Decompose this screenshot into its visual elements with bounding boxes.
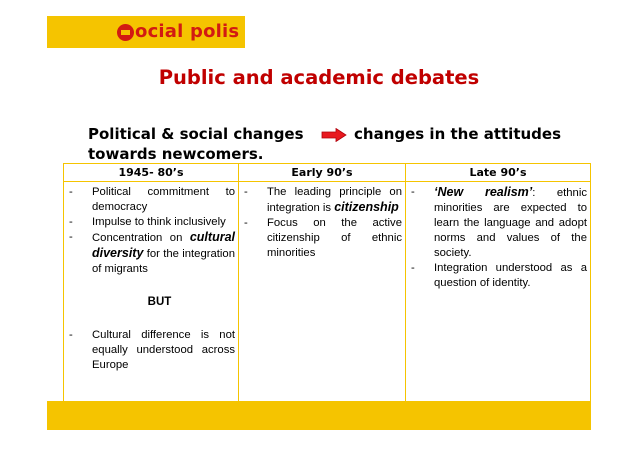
subtitle-line2: towards newcomers. (88, 145, 264, 163)
emphasis: cultural diversity (92, 230, 235, 260)
emphasis: ‘New realism’ (434, 185, 533, 199)
logo (47, 16, 245, 48)
subtitle-left: Political & social changes (88, 125, 304, 143)
subtitle-right: changes in the attitudes (354, 125, 562, 143)
list-item: - The leading principle on integration is citizenship (244, 186, 402, 214)
footer-bar (47, 401, 591, 430)
list-item: - Integration understood as a question of identity. (411, 262, 587, 289)
but-label: BUT (147, 296, 172, 308)
list-item: - Focus on the active citizenship of ethnic minorities (244, 217, 402, 259)
column-header: 1945- 80’s (64, 164, 238, 182)
list-item: - Concentration on cultural diversity for the integration of migrants (69, 230, 235, 275)
logo-s-icon (117, 24, 134, 41)
list-item: - Cultural difference is not equally understood across Europe (69, 329, 235, 371)
list-item: - ‘New realism’: ethnic minorities are expected to learn the language and adopt norms and values of the society. (411, 185, 587, 259)
column-late-90s (406, 164, 591, 402)
right-arrow-icon (321, 128, 347, 142)
comparison-table (63, 163, 591, 402)
column-1945-80s (63, 164, 239, 402)
column-header: Early 90’s (239, 164, 405, 182)
list-item: - Impulse to think inclusively (69, 216, 226, 228)
column-early-90s (239, 164, 406, 402)
logo-text: ocial polis (135, 21, 240, 42)
emphasis: citizenship (334, 200, 399, 214)
column-header: Late 90’s (406, 164, 590, 182)
page-title: Public and academic debates (158, 66, 480, 89)
list-item: - Political commitment to democracy (69, 186, 235, 213)
